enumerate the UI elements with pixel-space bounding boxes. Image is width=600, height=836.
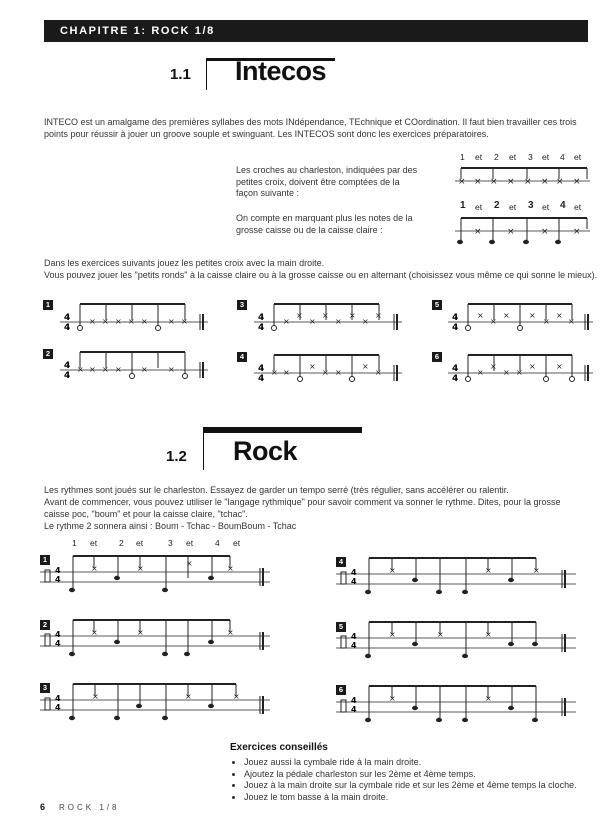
page-number: 6: [40, 802, 46, 812]
svg-text:×: ×: [437, 630, 444, 639]
svg-text:4: 4: [351, 705, 357, 714]
svg-text:×: ×: [541, 177, 549, 187]
svg-text:4: 4: [55, 703, 61, 712]
section-number: 1.1: [170, 66, 191, 83]
count-label: et: [509, 152, 517, 162]
svg-text:×: ×: [362, 362, 369, 371]
svg-text:×: ×: [141, 365, 148, 374]
svg-text:4: 4: [452, 313, 459, 323]
count-label: 2: [119, 538, 124, 548]
svg-text:4: 4: [351, 577, 357, 586]
svg-text:4: 4: [351, 568, 357, 577]
svg-text:×: ×: [485, 694, 492, 703]
instructions-line-1: Dans les exercices suivants jouez les petites croix avec la main droite.: [44, 258, 325, 268]
section-rule: [204, 427, 362, 433]
svg-text:×: ×: [485, 566, 492, 575]
svg-text:×: ×: [573, 177, 581, 187]
svg-text:×: ×: [309, 317, 316, 326]
rock-count-row: [60, 538, 260, 550]
svg-text:×: ×: [490, 317, 497, 326]
exercise-number: 1: [43, 300, 53, 310]
svg-text:×: ×: [503, 311, 510, 320]
svg-text:4: 4: [452, 364, 459, 374]
tip-item: • Jouez à la main droite sur la cymbale ride et sur les 2ème et 4ème temps la cloche.: [244, 780, 590, 792]
count-label: et: [574, 202, 582, 212]
svg-text:×: ×: [227, 628, 234, 637]
svg-text:4: 4: [64, 371, 71, 381]
svg-text:×: ×: [233, 692, 240, 701]
svg-text:×: ×: [556, 362, 563, 371]
svg-text:4: 4: [351, 696, 357, 705]
svg-text:×: ×: [543, 317, 550, 326]
svg-text:×: ×: [490, 177, 498, 187]
rock-text-line-3: caisse poc, "boum" et pour la caisse claire, "tchac".: [44, 509, 248, 519]
svg-text:×: ×: [296, 311, 303, 320]
count-label: 3: [528, 152, 533, 162]
rock-exercise-4: [336, 552, 576, 600]
exercise-number: 3: [40, 683, 50, 693]
svg-text:4: 4: [55, 566, 61, 575]
tip-item: • Ajoutez la pédale charleston sur les 2ème et 4ème temps.: [244, 769, 590, 781]
tips-list: [230, 757, 590, 803]
rock-text-line-4: Le rythme 2 sonnera ainsi : Boum - Tchac - BoumBoum - Tchac: [44, 521, 297, 531]
instructions-line-2: Vous pouvez jouer les "petits ronds" à la caisse claire ou à la grosse caisse ou en alternant (choisissez vous même ce qui sonne le mieux).: [44, 270, 598, 280]
exercise-number: 2: [43, 349, 53, 359]
svg-text:×: ×: [477, 311, 484, 320]
svg-text:4: 4: [64, 313, 71, 323]
count-label: et: [186, 538, 194, 548]
tips-heading: Exercices conseillés: [230, 742, 328, 753]
rock-text-line-2: Avant de commencer, vous pouvez utiliser le "langage rythmique" pour savoir comment va sonner le rythme. Dites, pour la grosse: [44, 497, 561, 507]
exercise-number: 6: [432, 352, 442, 362]
svg-text:×: ×: [102, 365, 109, 374]
count-label: 2: [494, 200, 500, 211]
svg-text:×: ×: [137, 628, 144, 637]
svg-text:4: 4: [452, 323, 459, 333]
svg-text:×: ×: [92, 692, 99, 701]
intecos-exercise-4: [254, 349, 404, 391]
section-title: Intecos: [235, 56, 327, 86]
svg-text:×: ×: [322, 311, 329, 320]
count-row-2: [458, 200, 588, 214]
exercise-number: 2: [40, 620, 50, 630]
svg-text:×: ×: [283, 317, 290, 326]
svg-text:×: ×: [89, 365, 96, 374]
count-label: 1: [460, 200, 466, 211]
svg-text:4: 4: [258, 323, 265, 333]
count-label: et: [233, 538, 241, 548]
svg-text:×: ×: [533, 566, 540, 575]
count-notation-2: [455, 214, 590, 246]
svg-text:×: ×: [137, 564, 144, 573]
section-divider: [206, 58, 207, 90]
exercise-number: 5: [336, 622, 346, 632]
svg-text:×: ×: [128, 317, 135, 326]
svg-text:×: ×: [185, 692, 192, 701]
svg-text:×: ×: [115, 365, 122, 374]
rock-text-line-1: Les rythmes sont joués sur le charleston. Essayez de garder un tempo serré (très régulier, sans accélérer ou ralentir.: [44, 485, 509, 495]
svg-text:×: ×: [168, 317, 175, 326]
count-label: et: [574, 152, 582, 162]
svg-text:×: ×: [485, 630, 492, 639]
svg-text:×: ×: [181, 317, 188, 326]
svg-text:×: ×: [556, 177, 564, 187]
rock-exercise-6: [336, 680, 576, 728]
svg-text:4: 4: [452, 374, 459, 384]
svg-text:4: 4: [258, 364, 265, 374]
exercise-number: 6: [336, 685, 346, 695]
svg-text:×: ×: [91, 628, 98, 637]
svg-text:×: ×: [115, 317, 122, 326]
intecos-exercise-3: [254, 298, 404, 340]
counting-explanation: Les croches au charleston, indiquées par des petites croix, doivent être comptées de la façon suivante :: [236, 165, 418, 198]
svg-text:×: ×: [507, 177, 515, 187]
svg-text:×: ×: [349, 311, 356, 320]
svg-text:4: 4: [55, 694, 61, 703]
count-notation-1: [455, 164, 590, 190]
svg-text:×: ×: [389, 694, 396, 703]
svg-text:×: ×: [89, 317, 96, 326]
svg-text:×: ×: [322, 368, 329, 377]
count-label: 3: [528, 200, 534, 211]
section-number: 1.2: [166, 448, 187, 465]
svg-text:×: ×: [77, 365, 84, 374]
accent-explanation: On compte en marquant plus les notes de la grosse caisse ou de la caisse claire :: [236, 213, 413, 235]
chapter-header: [44, 20, 588, 42]
svg-text:×: ×: [529, 362, 536, 371]
svg-text:×: ×: [507, 227, 515, 237]
intecos-exercise-1: [60, 298, 210, 340]
page-footer: [40, 802, 119, 812]
svg-text:×: ×: [271, 368, 278, 377]
svg-text:×: ×: [524, 177, 532, 187]
svg-text:×: ×: [474, 177, 482, 187]
svg-text:×: ×: [186, 559, 193, 568]
exercise-number: 3: [237, 300, 247, 310]
svg-text:4: 4: [55, 639, 61, 648]
count-label: et: [509, 202, 517, 212]
intecos-exercise-5: [448, 298, 598, 340]
count-label: et: [542, 202, 550, 212]
svg-text:×: ×: [389, 566, 396, 575]
svg-text:×: ×: [474, 227, 482, 237]
rock-exercise-2: [40, 614, 270, 662]
count-label: et: [136, 538, 144, 548]
svg-text:×: ×: [227, 564, 234, 573]
svg-text:4: 4: [258, 374, 265, 384]
svg-text:×: ×: [102, 317, 109, 326]
svg-text:×: ×: [168, 365, 175, 374]
count-label: 4: [560, 152, 565, 162]
count-label: et: [90, 538, 98, 548]
svg-text:×: ×: [573, 227, 581, 237]
svg-text:4: 4: [64, 323, 71, 333]
svg-text:×: ×: [141, 317, 148, 326]
svg-text:×: ×: [458, 177, 466, 187]
count-label: 1: [460, 152, 465, 162]
svg-text:×: ×: [490, 362, 497, 371]
intecos-exercise-2: [60, 346, 210, 388]
svg-text:4: 4: [351, 632, 357, 641]
svg-text:×: ×: [362, 317, 369, 326]
svg-text:4: 4: [258, 313, 265, 323]
running-title: ROCK 1/8: [59, 803, 120, 812]
intro-paragraph: INTECO est un amalgame des premières syllabes des mots INdépendance, TEchnique et COordination. Il faut bien travailler ces trois points pour réussir à jouer un groove souple et swinguant. Les INTECOS sont donc les exercices préparatoires.: [44, 117, 577, 139]
count-label: 2: [494, 152, 499, 162]
svg-text:4: 4: [55, 630, 61, 639]
svg-text:4: 4: [55, 575, 61, 584]
svg-text:×: ×: [335, 368, 342, 377]
exercise-number: 5: [432, 300, 442, 310]
svg-text:×: ×: [375, 311, 382, 320]
exercise-number: 4: [336, 557, 346, 567]
svg-text:×: ×: [541, 227, 549, 237]
svg-text:×: ×: [309, 362, 316, 371]
svg-text:×: ×: [503, 368, 510, 377]
count-label: et: [475, 202, 483, 212]
tip-item: • Jouez aussi la cymbale ride à la main droite.: [244, 757, 590, 769]
section-divider: [203, 427, 204, 470]
svg-text:×: ×: [389, 630, 396, 639]
svg-text:×: ×: [375, 368, 382, 377]
intecos-exercise-6: [448, 349, 598, 391]
svg-text:×: ×: [477, 368, 484, 377]
svg-text:4: 4: [351, 641, 357, 650]
svg-text:×: ×: [335, 317, 342, 326]
svg-text:×: ×: [556, 311, 563, 320]
svg-text:×: ×: [568, 317, 575, 326]
svg-text:×: ×: [529, 311, 536, 320]
rock-exercise-3: [40, 678, 270, 726]
count-row-1: [458, 152, 588, 164]
count-label: 4: [560, 200, 566, 211]
exercise-number: 1: [40, 555, 50, 565]
count-label: et: [475, 152, 483, 162]
count-label: 3: [168, 538, 173, 548]
rock-exercise-5: [336, 616, 576, 664]
svg-text:4: 4: [64, 361, 71, 371]
count-label: 1: [72, 538, 77, 548]
svg-text:×: ×: [91, 564, 98, 573]
tip-item: • Jouez le tom basse à la main droite.: [244, 792, 590, 804]
section-title: Rock: [233, 436, 298, 466]
exercise-number: 4: [237, 352, 247, 362]
rock-exercise-1: [40, 550, 270, 598]
chapter-title: CHAPITRE 1: ROCK 1/8: [60, 25, 215, 37]
svg-text:×: ×: [516, 368, 523, 377]
count-label: et: [542, 152, 550, 162]
count-label: 4: [215, 538, 220, 548]
svg-text:×: ×: [283, 368, 290, 377]
